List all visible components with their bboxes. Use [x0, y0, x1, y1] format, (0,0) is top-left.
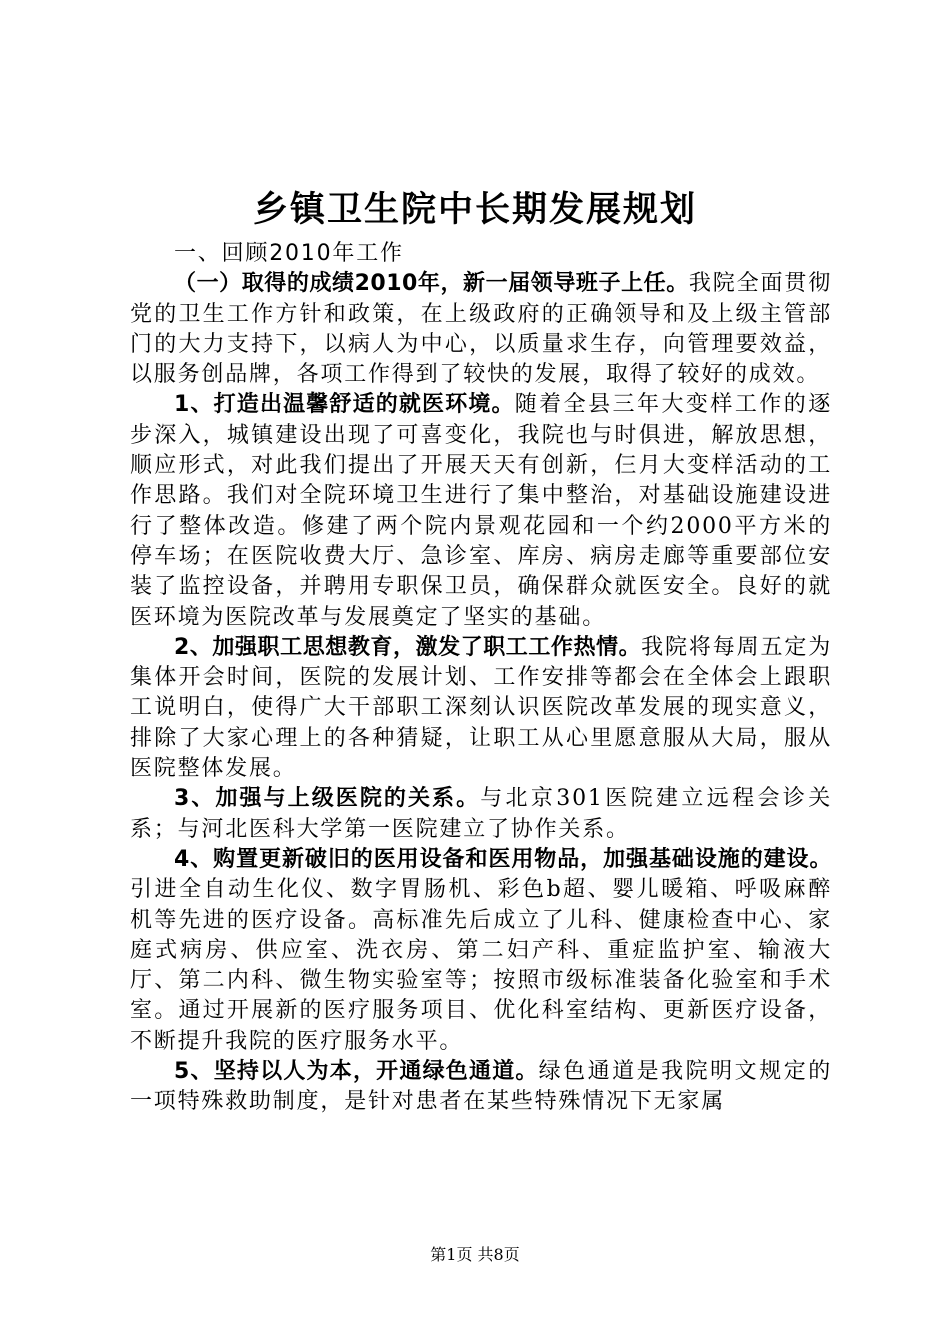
paragraph-lead: 2、加强职工思想教育，激发了职工工作热情。	[174, 634, 642, 660]
section-heading: 一、回顾2010年工作	[174, 241, 404, 266]
paragraph-achievements	[130, 269, 832, 390]
paragraph-item-3	[130, 784, 832, 845]
paragraph-lead: 3、加强与上级医院的关系。	[174, 786, 481, 812]
paragraph-lead: （一）取得的成绩2010年，新一届领导班子上任。	[174, 271, 689, 297]
paragraph-item-5	[130, 1057, 832, 1118]
paragraph-text: 随着全县三年大变样工作的逐步深入，城镇建设出现了可喜变化，我院也与时俱进，解放思想，顺应形式，对此我们提出了开展天天有创新，仨月大变样活动的工作思路。我们对全院环境卫生进行了集中整治，对基础设施建设进行了整体改造。修建了两个院内景观花园和一个约2000平方米的停车场；在医院收费大厅、急诊室、库房、病房走廊等重要部位安装了监控设备，并聘用专职保卫员，确保群众就医安全。良好的就医环境为医院改革与发展奠定了坚实的基础。	[130, 392, 832, 630]
paragraph-text: 绿色通道是我院明文规定的一项特殊救助制度，是针对患者在某些特殊情况下无家属	[130, 1059, 832, 1115]
document-body	[130, 239, 832, 1118]
page-number: 第1页 共8页	[430, 1245, 520, 1264]
paragraph-lead: 1、打造出温馨舒适的就医环境。	[174, 392, 515, 418]
paragraph-item-1	[130, 390, 832, 632]
paragraph-lead: 4、购置更新破旧的医用设备和医用物品，加强基础设施的建设。	[174, 846, 832, 872]
paragraph-text: 引进全自动生化仪、数字胃肠机、彩色b超、婴儿暖箱、呼吸麻醉机等先进的医疗设备。高标准先后成立了儿科、健康检查中心、家庭式病房、供应室、洗衣房、第二妇产科、重症监护室、输液大厅、第二内科、微生物实验室等；按照市级标准装备化验室和手术室。通过开展新的医疗服务项目、优化科室结构、更新医疗设备，不断提升我院的医疗服务水平。	[130, 877, 832, 1054]
paragraph-lead: 5、坚持以人为本，开通绿色通道。	[174, 1059, 539, 1085]
paragraph-item-4	[130, 845, 832, 1057]
paragraph-item-2	[130, 633, 832, 784]
document-title: 乡镇卫生院中长期发展规划	[252, 190, 697, 230]
paragraph-text: 我院将每周五定为集体开会时间，医院的发展计划、工作安排等都会在全体会上跟职工说明白，使得广大干部职工深刻认识医院改革发展的现实意义，排除了大家心理上的各种猜疑，让职工从心里愿意服从大局，服从医院整体发展。	[130, 634, 833, 782]
paragraph-text: 与北京301医院建立远程会诊关系；与河北医科大学第一医院建立了协作关系。	[130, 786, 832, 842]
paragraph-text: 我院全面贯彻党的卫生工作方针和政策，在上级政府的正确领导和及上级主管部门的大力支持下，以病人为中心，以质量求生存，向管理要效益，以服务创品牌，各项工作得到了较快的发展，取得了较好的成效。	[130, 271, 832, 388]
